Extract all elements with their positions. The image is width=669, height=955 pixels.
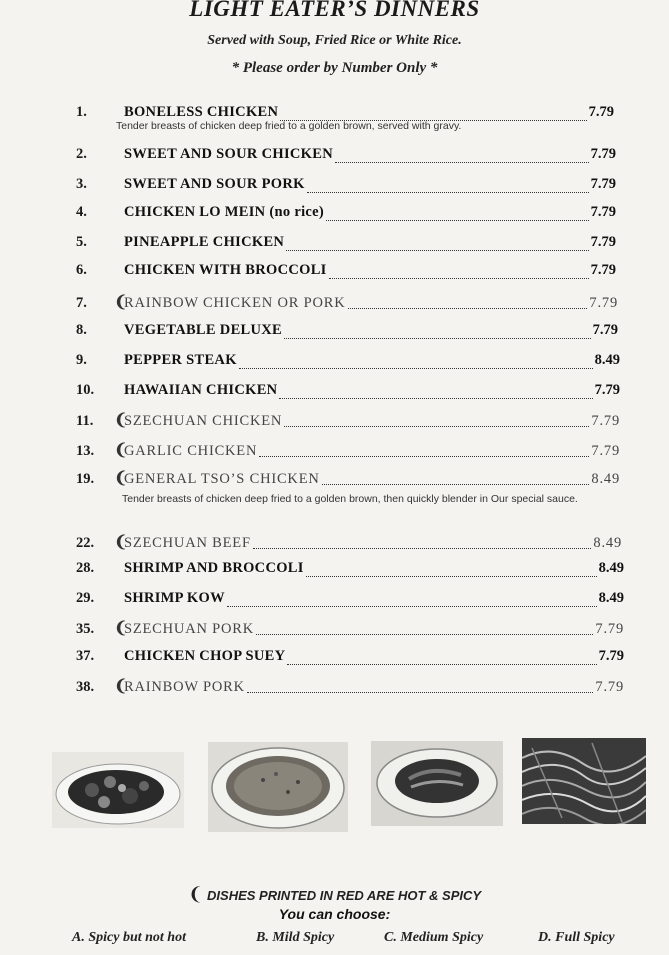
spicy-note-text: DISHES PRINTED IN RED ARE HOT & SPICY (207, 888, 482, 903)
dot-leader (335, 161, 589, 163)
item-number: 8. (76, 322, 87, 338)
item-description: Tender breasts of chicken deep fried to a golden brown, served with gravy. (116, 120, 462, 132)
item-price: 7.79 (592, 322, 618, 338)
item-price: 7.79 (590, 146, 616, 162)
beef-dish-photo (371, 741, 503, 826)
item-price: 7.79 (590, 262, 616, 278)
hot-pepper-icon: ❨ (114, 442, 128, 459)
item-name: PEPPER STEAK (124, 352, 237, 368)
choose-heading: You can choose: (278, 906, 391, 922)
order-notice: * Please order by Number Only * (231, 60, 438, 76)
item-price: 7.79 (594, 382, 620, 398)
menu-item-row (76, 560, 624, 582)
dot-leader (239, 367, 593, 369)
dish-photos (0, 738, 669, 833)
dot-leader (284, 337, 591, 339)
menu-item-row (76, 618, 624, 640)
hot-pepper-icon: ❨ (114, 678, 128, 695)
dot-leader (279, 397, 592, 399)
menu-item-row (76, 262, 616, 284)
item-name: SZECHUAN PORK (124, 621, 255, 637)
hot-pepper-icon: ❨ (114, 294, 128, 311)
dot-leader (259, 455, 589, 457)
hot-pepper-icon: ❨ (114, 412, 128, 429)
item-price: 7.79 (590, 204, 616, 220)
item-name: CHICKEN WITH BROCCOLI (124, 262, 327, 278)
dot-leader (227, 605, 597, 607)
dot-leader (253, 547, 592, 549)
spice-option-a: A. Spicy but not hot (72, 930, 186, 945)
item-name: BONELESS CHICKEN (124, 104, 279, 120)
item-name: GENERAL TSO’S CHICKEN (124, 471, 320, 487)
item-number: 3. (76, 176, 87, 192)
dot-leader (307, 191, 589, 193)
menu-item-row (76, 204, 616, 226)
hot-pepper-icon: ❨ (114, 534, 128, 551)
item-name: SZECHUAN CHICKEN (124, 413, 283, 429)
fried-rice-photo (208, 742, 348, 832)
spice-options (62, 926, 652, 948)
menu-item-row (76, 234, 616, 256)
dot-leader (287, 663, 596, 665)
menu-item-row (76, 590, 624, 612)
dot-leader (284, 425, 589, 427)
item-number: 1. (76, 104, 87, 120)
item-price: 8.49 (598, 560, 624, 576)
item-number: 19. (76, 471, 95, 487)
item-number: 22. (76, 535, 95, 551)
item-number: 28. (76, 560, 95, 576)
menu-subtitle: Served with Soup, Fried Rice or White Rice. (207, 33, 462, 48)
menu-item-row (76, 322, 618, 344)
menu-item-row (76, 410, 620, 432)
dot-leader (322, 483, 590, 485)
item-name: GARLIC CHICKEN (124, 443, 258, 459)
item-price: 8.49 (594, 352, 620, 368)
item-number: 9. (76, 352, 87, 368)
item-number: 11. (76, 413, 94, 429)
spice-option-b: B. Mild Spicy (256, 930, 335, 945)
menu-item-row (76, 382, 620, 404)
item-price: 7.79 (598, 648, 624, 664)
item-name: CHICKEN LO MEIN (no rice) (124, 204, 325, 220)
spice-option-c: C. Medium Spicy (384, 930, 484, 945)
menu-item-row (76, 146, 616, 168)
item-price: 7.79 (588, 104, 614, 120)
menu-item-row (76, 352, 620, 374)
item-number: 38. (76, 679, 95, 695)
menu-item-row (76, 532, 622, 554)
item-number: 35. (76, 621, 95, 637)
item-name: HAWAIIAN CHICKEN (124, 382, 278, 398)
hot-pepper-icon: ❨ (114, 620, 128, 637)
hot-pepper-icon: ❨ (114, 470, 128, 487)
item-price: 7.79 (589, 295, 618, 311)
item-price: 7.79 (595, 679, 624, 695)
menu-item-row (76, 676, 624, 698)
menu-item-row (76, 440, 620, 462)
dot-leader (326, 219, 589, 221)
dot-leader (306, 575, 597, 577)
item-name: PINEAPPLE CHICKEN (124, 234, 285, 250)
item-description: Tender breasts of chicken deep fried to a golden brown, then quickly blender in Our special sauce. (122, 493, 578, 505)
item-number: 6. (76, 262, 87, 278)
item-name: SWEET AND SOUR CHICKEN (124, 146, 333, 162)
item-number: 2. (76, 146, 87, 162)
dot-leader (348, 307, 588, 309)
item-number: 7. (76, 295, 87, 311)
hot-pepper-icon: ❨ (187, 884, 204, 904)
menu-title: LIGHT EATER’S DINNERS (189, 0, 480, 21)
item-price: 7.79 (595, 621, 624, 637)
item-price: 7.79 (590, 234, 616, 250)
item-name: RAINBOW CHICKEN OR PORK (124, 295, 346, 311)
spice-option-d: D. Full Spicy (538, 930, 615, 945)
item-price: 8.49 (593, 535, 622, 551)
item-number: 13. (76, 443, 95, 459)
item-number: 5. (76, 234, 87, 250)
item-number: 29. (76, 590, 95, 606)
dot-leader (247, 691, 594, 693)
dot-leader (329, 277, 589, 279)
item-name: VEGETABLE DELUXE (124, 322, 283, 338)
item-number: 10. (76, 382, 95, 398)
item-price: 7.79 (591, 413, 620, 429)
item-price: 7.79 (590, 176, 616, 192)
menu-item-row (76, 292, 618, 314)
item-name: SZECHUAN BEEF (124, 535, 251, 551)
chicken-dish-photo (52, 752, 184, 828)
menu-item-row (76, 176, 616, 198)
dot-leader (286, 249, 588, 251)
menu-item-row (76, 468, 620, 490)
item-price: 8.49 (591, 471, 620, 487)
menu-item-row (76, 648, 624, 670)
item-name: SHRIMP KOW (124, 590, 225, 606)
item-name: RAINBOW PORK (124, 679, 245, 695)
item-price: 7.79 (591, 443, 620, 459)
item-name: CHICKEN CHOP SUEY (124, 648, 286, 664)
item-name: SHRIMP AND BROCCOLI (124, 560, 304, 576)
item-number: 37. (76, 648, 95, 664)
spicy-note (0, 884, 669, 905)
item-price: 8.49 (598, 590, 624, 606)
item-number: 4. (76, 204, 87, 220)
dot-leader (256, 633, 593, 635)
lo-mein-photo (522, 738, 646, 824)
item-name: SWEET AND SOUR PORK (124, 176, 305, 192)
